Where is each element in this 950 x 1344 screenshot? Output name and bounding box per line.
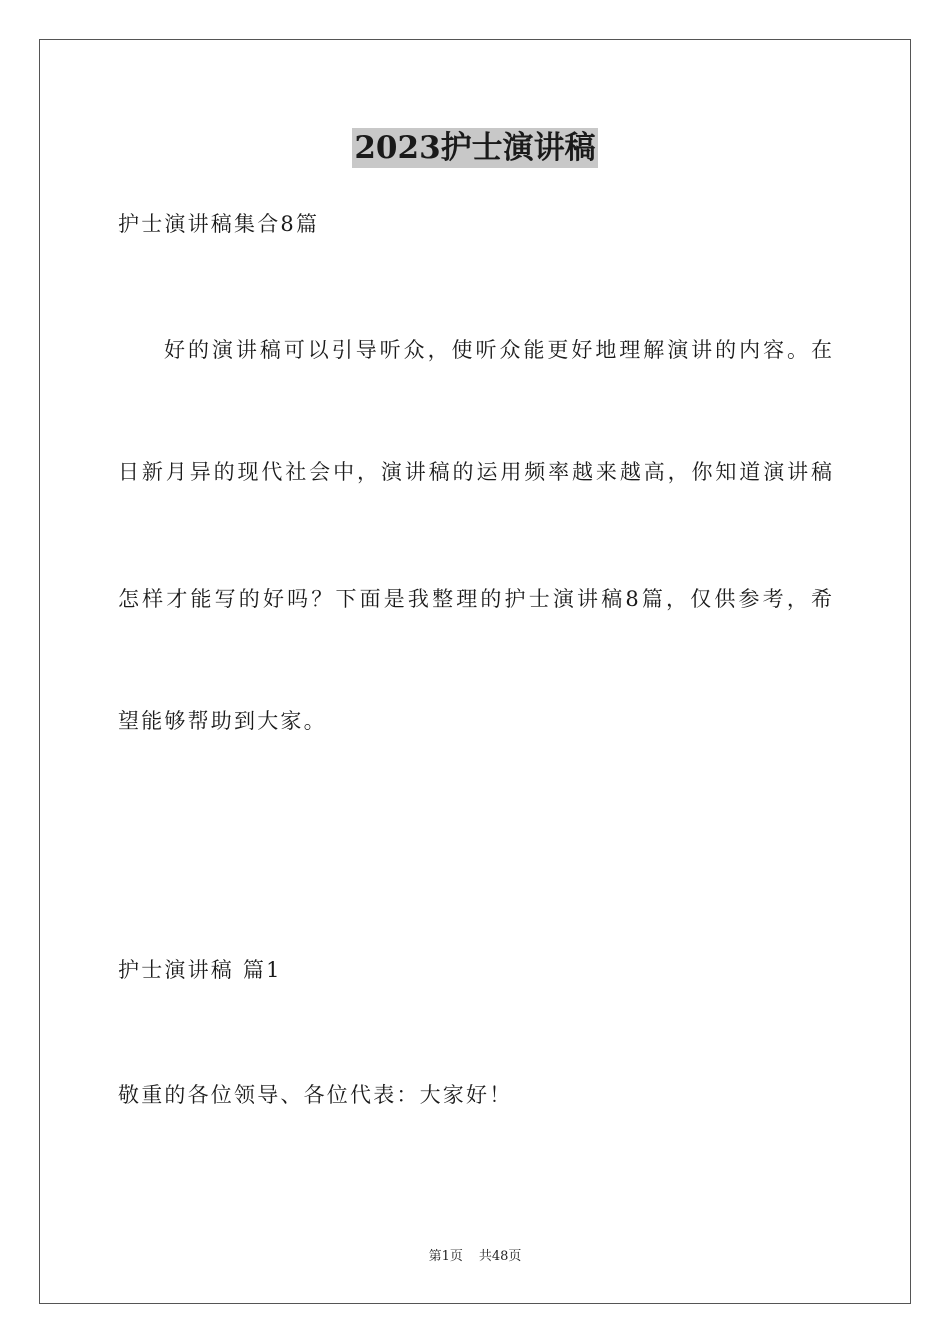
document-subtitle: 护士演讲稿集合8篇 [118, 212, 320, 236]
document-title: 2023护士演讲稿 [354, 130, 596, 166]
title-container [0, 128, 950, 168]
intro-line-2: 日新月异的现代社会中，演讲稿的运用频率越来越高，你知道演讲稿 [118, 460, 832, 484]
footer-page-current: 第1页 [428, 1249, 463, 1264]
intro-line-3: 怎样才能写的好吗？下面是我整理的护士演讲稿8篇，仅供参考，希 [118, 587, 832, 611]
intro-line-1: 好的演讲稿可以引导听众，使听众能更好地理解演讲的内容。在 [164, 338, 832, 362]
intro-line-4: 望能够帮助到大家。 [118, 709, 327, 733]
greeting-line: 敬重的各位领导、各位代表：大家好！ [118, 1083, 513, 1107]
footer-page-total: 共48页 [478, 1249, 522, 1264]
page-footer [0, 1248, 950, 1266]
section-heading: 护士演讲稿 篇1 [118, 958, 282, 982]
